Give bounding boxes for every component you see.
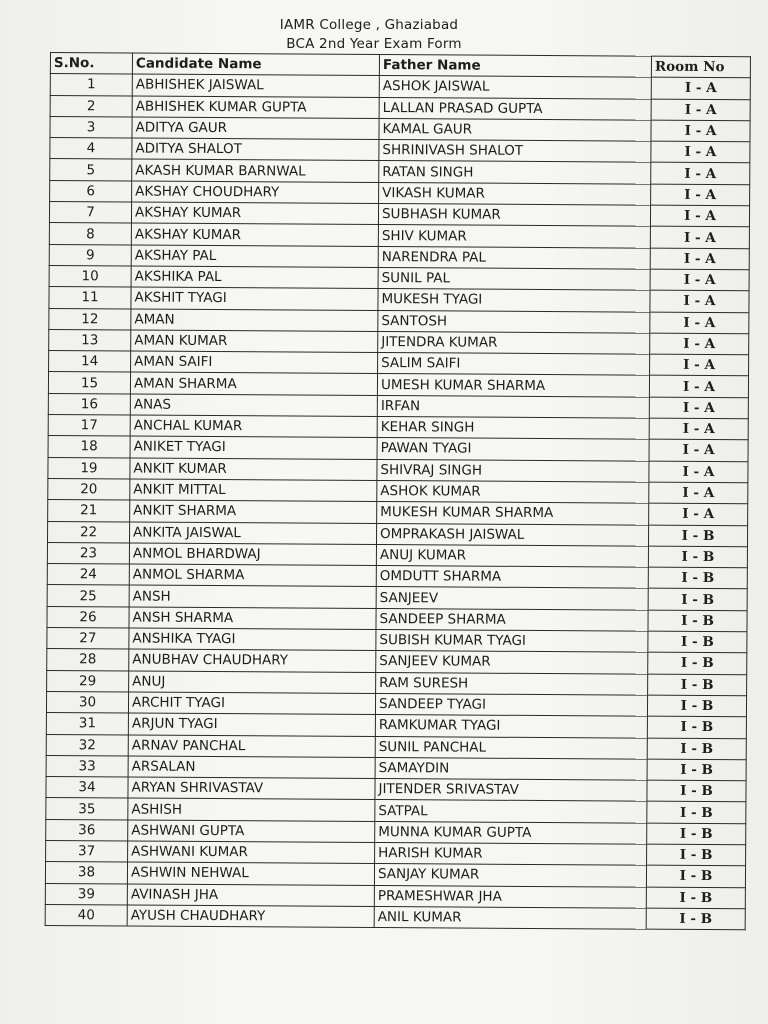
cell-room-no: I - A bbox=[650, 248, 749, 270]
cell-room-no: I - A bbox=[649, 503, 748, 525]
cell-father-name: SANTOSH bbox=[378, 310, 650, 333]
cell-father-name: PAWAN TYAGI bbox=[377, 438, 649, 461]
cell-sno: 13 bbox=[49, 329, 131, 351]
cell-candidate-name: ASHWANI KUMAR bbox=[128, 841, 375, 864]
cell-candidate-name: ANSHIKA TYAGI bbox=[129, 628, 376, 651]
cell-sno: 2 bbox=[50, 95, 132, 117]
cell-candidate-name: AMAN SAIFI bbox=[131, 351, 378, 374]
table-row bbox=[45, 904, 745, 930]
cell-candidate-name: ASHISH bbox=[128, 798, 375, 821]
cell-candidate-name: ANMOL BHARDWAJ bbox=[129, 543, 376, 566]
cell-room-no: I - A bbox=[651, 77, 750, 99]
cell-room-no: I - A bbox=[651, 141, 750, 163]
cell-sno: 35 bbox=[46, 798, 128, 820]
cell-sno: 10 bbox=[49, 265, 131, 287]
cell-candidate-name: ANKITA JAISWAL bbox=[130, 522, 377, 545]
cell-room-no: I - B bbox=[647, 695, 746, 717]
cell-sno: 27 bbox=[47, 628, 129, 650]
cell-sno: 1 bbox=[50, 74, 132, 96]
cell-sno: 4 bbox=[50, 138, 132, 160]
cell-candidate-name: AVINASH JHA bbox=[127, 884, 374, 907]
cell-sno: 30 bbox=[46, 691, 128, 713]
cell-candidate-name: ARJUN TYAGI bbox=[128, 713, 375, 736]
cell-sno: 11 bbox=[49, 287, 131, 309]
cell-sno: 31 bbox=[46, 713, 128, 735]
cell-sno: 22 bbox=[48, 521, 130, 543]
cell-room-no: I - B bbox=[646, 908, 745, 930]
cell-sno: 14 bbox=[49, 351, 131, 373]
cell-sno: 6 bbox=[50, 180, 132, 202]
cell-candidate-name: ASHWANI GUPTA bbox=[128, 820, 375, 843]
cell-father-name: MUKESH KUMAR SHARMA bbox=[377, 502, 649, 525]
cell-room-no: I - B bbox=[646, 865, 745, 887]
cell-candidate-name: ARYAN SHRIVASTAV bbox=[128, 777, 375, 800]
cell-father-name: SANDEEP SHARMA bbox=[376, 608, 648, 631]
cell-candidate-name: AKSHAY KUMAR bbox=[131, 202, 378, 225]
cell-sno: 28 bbox=[47, 649, 129, 671]
cell-sno: 19 bbox=[48, 457, 130, 479]
cell-candidate-name: ADITYA SHALOT bbox=[132, 138, 379, 161]
cell-father-name: MUNNA KUMAR GUPTA bbox=[375, 821, 647, 844]
cell-father-name: ANIL KUMAR bbox=[374, 906, 646, 929]
cell-room-no: I - A bbox=[649, 376, 748, 398]
cell-father-name: SUBHASH KUMAR bbox=[378, 204, 650, 227]
cell-candidate-name: ANAS bbox=[130, 394, 377, 417]
cell-father-name: OMDUTT SHARMA bbox=[376, 566, 648, 589]
cell-sno: 17 bbox=[48, 415, 130, 437]
cell-candidate-name: ANUBHAV CHAUDHARY bbox=[129, 649, 376, 672]
cell-sno: 37 bbox=[46, 840, 128, 862]
cell-candidate-name: AMAN bbox=[131, 309, 378, 332]
cell-room-no: I - B bbox=[648, 610, 747, 632]
cell-candidate-name: ANUJ bbox=[129, 671, 376, 694]
cell-candidate-name: AKSHAY KUMAR bbox=[131, 223, 378, 246]
cell-room-no: I - B bbox=[647, 802, 746, 824]
cell-room-no: I - A bbox=[651, 120, 750, 142]
cell-father-name: RAM SURESH bbox=[376, 672, 648, 695]
cell-sno: 36 bbox=[46, 819, 128, 841]
cell-sno: 33 bbox=[46, 755, 128, 777]
header-candidate-name: Candidate Name bbox=[132, 53, 379, 76]
cell-room-no: I - A bbox=[651, 99, 750, 121]
cell-sno: 15 bbox=[48, 372, 130, 394]
cell-sno: 32 bbox=[46, 734, 128, 756]
cell-father-name: KEHAR SINGH bbox=[377, 417, 649, 440]
cell-father-name: SAMAYDIN bbox=[375, 757, 647, 780]
cell-room-no: I - B bbox=[647, 759, 746, 781]
cell-sno: 20 bbox=[48, 478, 130, 500]
cell-sno: 9 bbox=[49, 244, 131, 266]
cell-candidate-name: ASHWIN NEHWAL bbox=[127, 862, 374, 885]
cell-father-name: NARENDRA PAL bbox=[378, 246, 650, 269]
header-father-name: Father Name bbox=[379, 55, 651, 78]
cell-candidate-name: ANSH bbox=[129, 585, 376, 608]
cell-candidate-name: ANKIT KUMAR bbox=[130, 458, 377, 481]
cell-sno: 18 bbox=[48, 436, 130, 458]
cell-father-name: RAMKUMAR TYAGI bbox=[375, 715, 647, 738]
cell-sno: 25 bbox=[47, 585, 129, 607]
cell-sno: 38 bbox=[45, 862, 127, 884]
cell-sno: 40 bbox=[45, 904, 127, 926]
cell-candidate-name: ABHISHEK JAISWAL bbox=[132, 74, 379, 97]
cell-room-no: I - A bbox=[651, 163, 750, 185]
cell-father-name: SANJEEV bbox=[376, 587, 648, 610]
cell-candidate-name: ARSALAN bbox=[128, 756, 375, 779]
header-room-no: Room No bbox=[651, 56, 750, 78]
cell-room-no: I - B bbox=[647, 780, 746, 802]
cell-room-no: I - A bbox=[649, 482, 748, 504]
cell-father-name: KAMAL GAUR bbox=[379, 118, 651, 141]
cell-father-name: SANDEEP TYAGI bbox=[375, 693, 647, 716]
cell-father-name: SUBISH KUMAR TYAGI bbox=[376, 630, 648, 653]
cell-father-name: SALIM SAIFI bbox=[378, 353, 650, 376]
cell-room-no: I - B bbox=[647, 844, 746, 866]
cell-room-no: I - A bbox=[650, 269, 749, 291]
cell-room-no: I - A bbox=[650, 290, 749, 312]
candidate-table bbox=[45, 52, 751, 930]
cell-father-name: SHIV KUMAR bbox=[378, 225, 650, 248]
cell-candidate-name: AKSHIKA PAL bbox=[131, 266, 378, 289]
cell-father-name: ASHOK KUMAR bbox=[377, 480, 649, 503]
cell-father-name: SUNIL PAL bbox=[378, 267, 650, 290]
cell-candidate-name: AMAN SHARMA bbox=[130, 372, 377, 395]
cell-father-name: IRFAN bbox=[377, 395, 649, 418]
cell-father-name: PRAMESHWAR JHA bbox=[374, 885, 646, 908]
cell-candidate-name: AKSHAY CHOUDHARY bbox=[132, 181, 379, 204]
cell-sno: 12 bbox=[49, 308, 131, 330]
cell-sno: 24 bbox=[47, 564, 129, 586]
cell-father-name: SATPAL bbox=[375, 800, 647, 823]
cell-father-name: SUNIL PANCHAL bbox=[375, 736, 647, 759]
cell-sno: 8 bbox=[49, 223, 131, 245]
cell-candidate-name: ARNAV PANCHAL bbox=[128, 734, 375, 757]
cell-father-name: LALLAN PRASAD GUPTA bbox=[379, 97, 651, 120]
cell-sno: 21 bbox=[48, 500, 130, 522]
cell-father-name: UMESH KUMAR SHARMA bbox=[377, 374, 649, 397]
cell-father-name: SHIVRAJ SINGH bbox=[377, 459, 649, 482]
cell-sno: 39 bbox=[45, 883, 127, 905]
cell-room-no: I - B bbox=[648, 567, 747, 589]
cell-candidate-name: AYUSH CHAUDHARY bbox=[127, 905, 374, 928]
cell-father-name: OMPRAKASH JAISWAL bbox=[376, 523, 648, 546]
cell-candidate-name: ANCHAL KUMAR bbox=[130, 415, 377, 438]
cell-sno: 3 bbox=[50, 116, 132, 138]
cell-room-no: I - B bbox=[648, 546, 747, 568]
cell-father-name: RATAN SINGH bbox=[379, 161, 651, 184]
cell-father-name: HARISH KUMAR bbox=[375, 842, 647, 865]
cell-room-no: I - B bbox=[648, 631, 747, 653]
cell-room-no: I - A bbox=[649, 418, 748, 440]
cell-room-no: I - B bbox=[647, 823, 746, 845]
cell-room-no: I - A bbox=[650, 333, 749, 355]
cell-room-no: I - A bbox=[649, 397, 748, 419]
cell-sno: 7 bbox=[49, 202, 131, 224]
cell-candidate-name: ANIKET TYAGI bbox=[130, 436, 377, 459]
cell-father-name: ASHOK JAISWAL bbox=[379, 76, 651, 99]
cell-sno: 5 bbox=[50, 159, 132, 181]
college-title: IAMR College , Ghaziabad bbox=[279, 17, 459, 33]
form-title: BCA 2nd Year Exam Form bbox=[286, 36, 462, 52]
cell-room-no: I - A bbox=[649, 461, 748, 483]
cell-candidate-name: AMAN KUMAR bbox=[131, 330, 378, 353]
cell-sno: 16 bbox=[48, 393, 130, 415]
cell-candidate-name: AKSHAY PAL bbox=[131, 245, 378, 268]
cell-sno: 29 bbox=[47, 670, 129, 692]
cell-room-no: I - B bbox=[648, 589, 747, 611]
cell-room-no: I - B bbox=[648, 674, 747, 696]
cell-room-no: I - A bbox=[650, 354, 749, 376]
cell-candidate-name: ANSH SHARMA bbox=[129, 607, 376, 630]
cell-candidate-name: AKSHIT TYAGI bbox=[131, 287, 378, 310]
cell-father-name: ANUJ KUMAR bbox=[376, 544, 648, 567]
cell-candidate-name: AKASH KUMAR BARNWAL bbox=[132, 159, 379, 182]
cell-room-no: I - A bbox=[650, 227, 749, 249]
cell-room-no: I - A bbox=[649, 440, 748, 462]
cell-room-no: I - A bbox=[650, 312, 749, 334]
cell-candidate-name: ANMOL SHARMA bbox=[129, 564, 376, 587]
cell-room-no: I - B bbox=[647, 738, 746, 760]
cell-father-name: JITENDER SRIVASTAV bbox=[375, 779, 647, 802]
cell-room-no: I - B bbox=[646, 887, 745, 909]
cell-father-name: SHRINIVASH SHALOT bbox=[379, 140, 651, 163]
cell-room-no: I - B bbox=[648, 525, 747, 547]
header-sno: S.No. bbox=[50, 53, 132, 75]
cell-room-no: I - A bbox=[650, 205, 749, 227]
cell-candidate-name: ADITYA GAUR bbox=[132, 117, 379, 140]
cell-candidate-name: ABHISHEK KUMAR GUPTA bbox=[132, 96, 379, 119]
cell-candidate-name: ANKIT MITTAL bbox=[130, 479, 377, 502]
cell-father-name: MUKESH TYAGI bbox=[378, 289, 650, 312]
cell-room-no: I - A bbox=[651, 184, 750, 206]
cell-sno: 34 bbox=[46, 777, 128, 799]
cell-father-name: JITENDRA KUMAR bbox=[378, 331, 650, 354]
cell-sno: 26 bbox=[47, 606, 129, 628]
cell-father-name: SANJEEV KUMAR bbox=[376, 651, 648, 674]
cell-father-name: SANJAY KUMAR bbox=[374, 864, 646, 887]
cell-candidate-name: ARCHIT TYAGI bbox=[128, 692, 375, 715]
cell-sno: 23 bbox=[47, 542, 129, 564]
cell-candidate-name: ANKIT SHARMA bbox=[130, 500, 377, 523]
cell-father-name: VIKASH KUMAR bbox=[379, 182, 651, 205]
cell-room-no: I - B bbox=[648, 652, 747, 674]
cell-room-no: I - B bbox=[647, 716, 746, 738]
